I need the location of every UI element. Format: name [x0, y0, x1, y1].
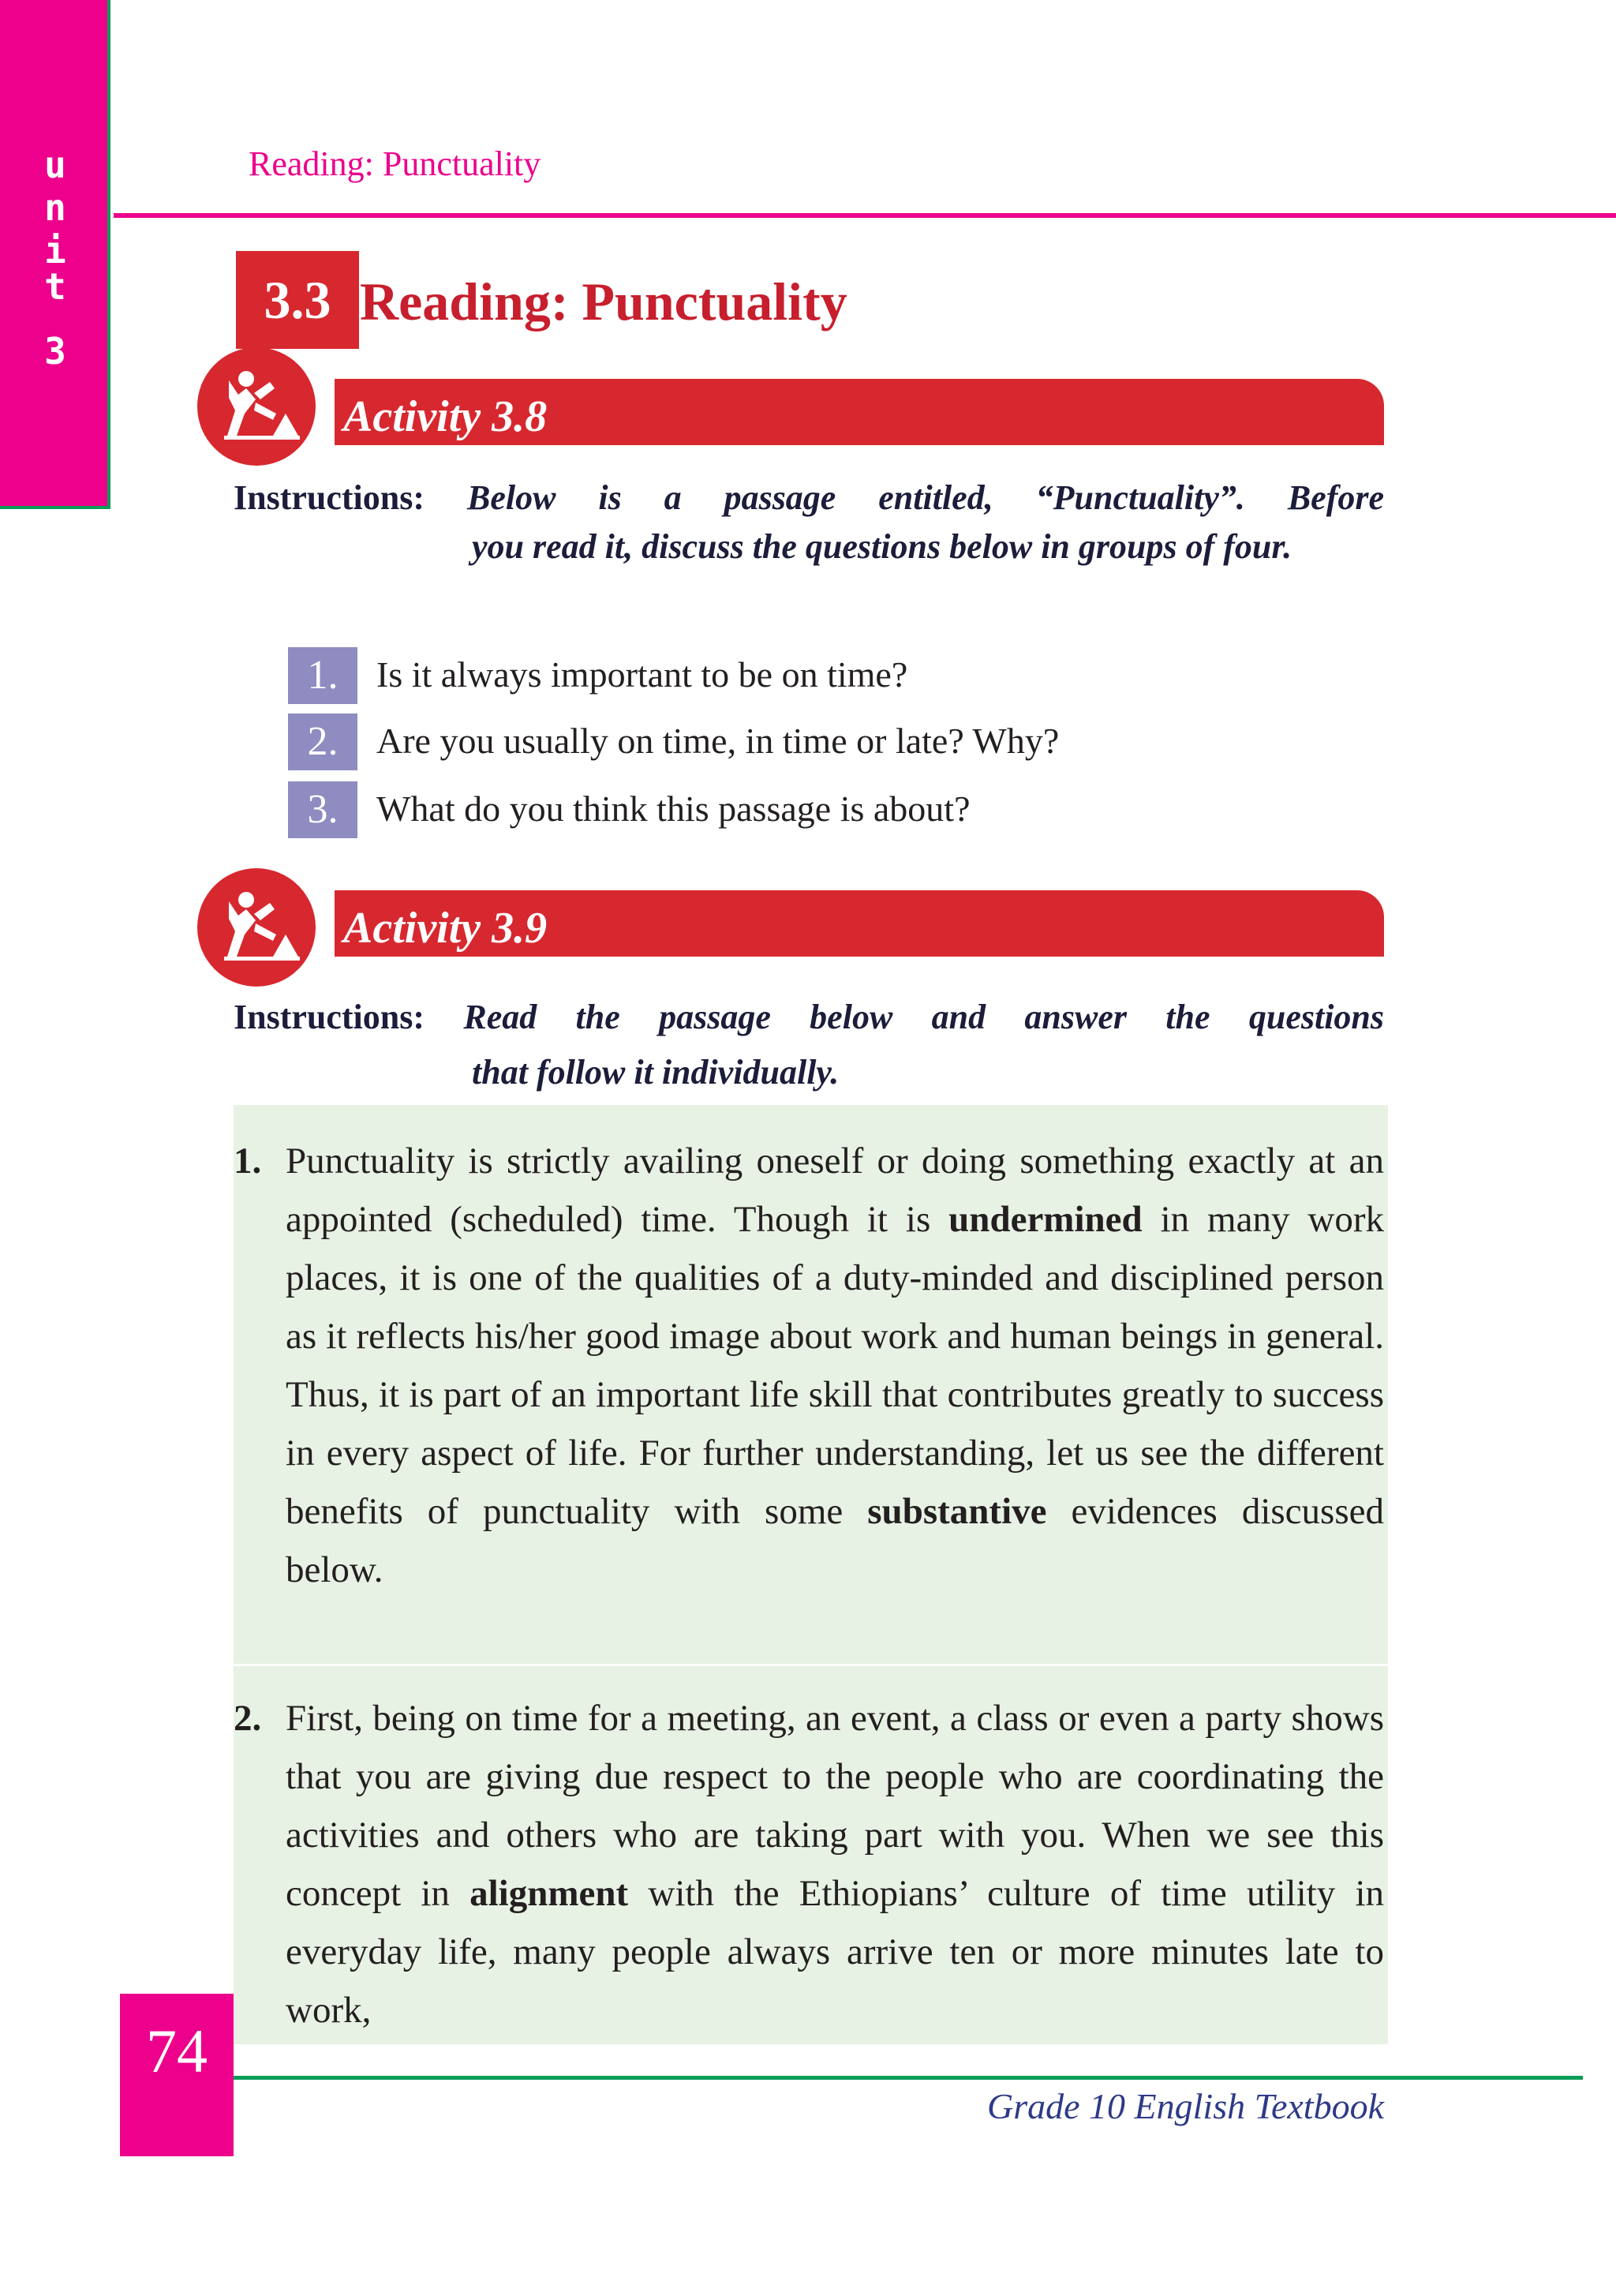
unit-tab — [0, 0, 110, 509]
activity-icon-badge — [197, 347, 316, 466]
paragraph-text: First, being on time for a meeting, an event, a class or even a party shows that you are giving due respect to the people who are coordinating the activities and others who are taking part with you. When we see this concept in alignment with the Ethiopians’ culture of time utility in everyday life, many people always arrive ten or more minutes late to work, — [286, 1698, 1384, 2031]
paragraph-divider — [234, 1664, 1388, 1666]
section-title: Reading: Punctuality — [360, 272, 847, 331]
footer-divider — [234, 2076, 1583, 2080]
unit-tab-letter: n — [44, 186, 66, 229]
question-number: 1. — [288, 647, 357, 704]
question-number: 3. — [288, 781, 357, 838]
instructions-label: Instructions: — [234, 998, 425, 1036]
unit-tab-letter: u — [44, 144, 66, 186]
instructions-text: you read it, discuss the questions below in groups of four. — [472, 527, 1292, 566]
section-number: 3.3 — [236, 251, 359, 349]
instructions-label: Instructions: — [234, 478, 425, 517]
unit-tab-letter: t — [44, 265, 66, 308]
vocabulary-word: alignment — [469, 1873, 629, 1914]
instructions-text: that follow it individually. — [472, 1053, 840, 1092]
question-text: Is it always important to be on time? — [376, 654, 908, 695]
unit-tab-letter: i — [44, 229, 66, 272]
question-text: Are you usually on time, in time or late? Why? — [376, 721, 1060, 761]
vocabulary-word: substantive — [867, 1491, 1047, 1532]
instructions — [234, 990, 1384, 1100]
activity-title: Activity 3.9 — [343, 904, 548, 953]
group-work-icon — [197, 347, 316, 466]
footer-book-title: Grade 10 English Textbook — [987, 2086, 1384, 2126]
paragraph-number: 1. — [234, 1141, 262, 1182]
paragraph-text: Punctuality is strictly availing oneself or doing something exactly at an appointed (scheduled) time. Though it is undermined in many work places, it is one of the qualities of a duty-minded and disciplined person as it reflects his/her good image about work and human beings in general. Thus, it is part of an important life skill that contributes greatly to success in every aspect of life. For further understanding, let us see the different benefits of punctuality with some substantive evidences discussed below. — [286, 1141, 1384, 1590]
vocabulary-word: undermined — [948, 1199, 1143, 1240]
unit-tab-number: 3 — [44, 330, 66, 373]
question-text: What do you think this passage is about? — [376, 788, 971, 829]
paragraph-number: 2. — [234, 1698, 262, 1739]
group-work-icon — [197, 868, 316, 987]
running-header: Reading: Punctuality — [249, 144, 541, 183]
activity-icon-badge — [197, 868, 316, 987]
activity-title: Activity 3.8 — [343, 392, 548, 441]
instructions-text: Read the passage below and answer the questions — [463, 998, 1385, 1036]
header-divider — [114, 213, 1616, 218]
passage-paragraph — [234, 1132, 1384, 1599]
instructions — [234, 474, 1384, 571]
page-number: 74 — [120, 1994, 234, 2156]
passage-paragraph — [234, 1689, 1384, 2039]
question-number: 2. — [288, 714, 357, 770]
instructions-text: Below is a passage entitled, “Punctuality”. Before — [466, 478, 1384, 517]
